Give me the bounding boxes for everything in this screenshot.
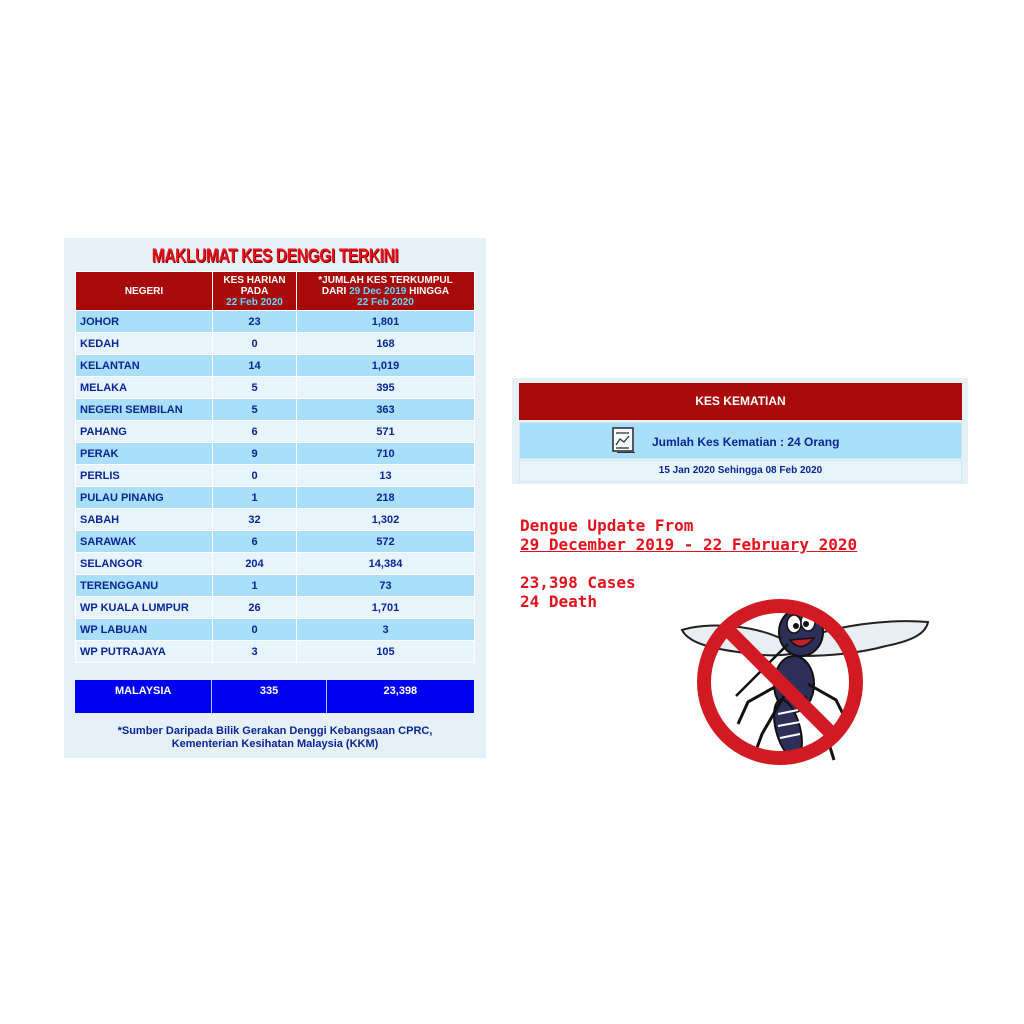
source-line-2: Kementerian Kesihatan Malaysia (KKM): [171, 738, 379, 750]
table-row: [76, 465, 475, 487]
daily-cell: 0: [213, 465, 297, 487]
cumulative-cell: 363: [297, 399, 475, 421]
source-line-1: *Sumber Daripada Bilik Gerakan Denggi Kebangsaan CPRC,: [117, 725, 433, 737]
cumulative-cell: 571: [297, 421, 475, 443]
table-row: [76, 421, 475, 443]
table-row: [76, 619, 475, 641]
state-cell: WP PUTRAJAYA: [76, 641, 213, 663]
table-row: [76, 333, 475, 355]
daily-cell: 1: [213, 575, 297, 597]
state-cell: PERAK: [76, 443, 213, 465]
note-line-4: 24 Death: [520, 592, 598, 611]
daily-cell: 23: [213, 311, 297, 333]
table-row: [76, 355, 475, 377]
card-title: MAKLUMAT KES DENGGI TERKINI: [151, 246, 399, 267]
total-cumulative: 23,398: [383, 685, 418, 697]
cumulative-cell: 3: [297, 619, 475, 641]
chart-document-icon: [611, 426, 637, 454]
state-cell: SARAWAK: [76, 531, 213, 553]
deaths-header: KES KEMATIAN: [519, 383, 962, 420]
state-cell: PULAU PINANG: [76, 487, 213, 509]
cumulative-cell: 168: [297, 333, 475, 355]
note-line-2: 29 December 2019 - 22 February 2020: [520, 535, 858, 554]
table-header-row: [76, 272, 475, 311]
cumulative-cell: 1,019: [297, 355, 475, 377]
total-row: [75, 680, 474, 713]
daily-cell: 5: [213, 399, 297, 421]
table-row: [76, 443, 475, 465]
state-cell: KEDAH: [76, 333, 213, 355]
note-line-1: Dengue Update From: [520, 516, 694, 535]
state-cell: JOHOR: [76, 311, 213, 333]
cumulative-cell: 13: [297, 465, 475, 487]
header-state: NEGERI: [76, 272, 213, 311]
table-row: [76, 531, 475, 553]
daily-cell: 1: [213, 487, 297, 509]
table-row: [76, 487, 475, 509]
cumulative-cell: 572: [297, 531, 475, 553]
table-row: [76, 641, 475, 663]
cumulative-cell: 1,801: [297, 311, 475, 333]
total-daily: 335: [212, 680, 326, 713]
deaths-total-text: Jumlah Kes Kematian : 24 Orang: [652, 435, 840, 449]
dengue-cases-card: [64, 238, 486, 758]
state-cell: NEGERI SEMBILAN: [76, 399, 213, 421]
daily-cell: 14: [213, 355, 297, 377]
cases-table: [75, 271, 475, 663]
table-row: [76, 311, 475, 333]
daily-cell: 6: [213, 531, 297, 553]
state-cell: SELANGOR: [76, 553, 213, 575]
daily-cell: 6: [213, 421, 297, 443]
daily-cell: 32: [213, 509, 297, 531]
no-mosquito-icon: [676, 584, 936, 774]
deaths-card: [512, 378, 968, 484]
state-cell: SABAH: [76, 509, 213, 531]
cumulative-cell: 105: [297, 641, 475, 663]
cumulative-cell: 73: [297, 575, 475, 597]
cumulative-cell: 1,302: [297, 509, 475, 531]
state-cell: WP LABUAN: [76, 619, 213, 641]
daily-cell: 26: [213, 597, 297, 619]
daily-cell: 5: [213, 377, 297, 399]
deaths-row: [519, 422, 962, 459]
cumulative-cell: 218: [297, 487, 475, 509]
daily-cell: 3: [213, 641, 297, 663]
deaths-period: 15 Jan 2020 Sehingga 08 Feb 2020: [519, 460, 962, 482]
state-cell: WP KUALA LUMPUR: [76, 597, 213, 619]
cumulative-cell: 14,384: [297, 553, 475, 575]
table-row: [76, 377, 475, 399]
daily-cell: 204: [213, 553, 297, 575]
state-cell: TERENGGANU: [76, 575, 213, 597]
state-cell: PERLIS: [76, 465, 213, 487]
table-row: [76, 597, 475, 619]
table-row: [76, 399, 475, 421]
note-line-3: 23,398 Cases: [520, 573, 636, 592]
cumulative-cell: 395: [297, 377, 475, 399]
table-row: [76, 509, 475, 531]
header-daily: KES HARIAN PADA 22 Feb 2020: [213, 272, 297, 311]
state-cell: PAHANG: [76, 421, 213, 443]
total-label: MALAYSIA: [75, 680, 212, 713]
state-cell: KELANTAN: [76, 355, 213, 377]
table-row: [76, 553, 475, 575]
daily-cell: 0: [213, 333, 297, 355]
daily-cell: 9: [213, 443, 297, 465]
cumulative-cell: 710: [297, 443, 475, 465]
cumulative-cell: 1,701: [297, 597, 475, 619]
daily-cell: 0: [213, 619, 297, 641]
source-note: [64, 725, 486, 751]
header-cumulative: *JUMLAH KES TERKUMPUL DARI 29 Dec 2019 HINGGA 22 Feb 2020: [297, 272, 475, 311]
state-cell: MELAKA: [76, 377, 213, 399]
table-row: [76, 575, 475, 597]
